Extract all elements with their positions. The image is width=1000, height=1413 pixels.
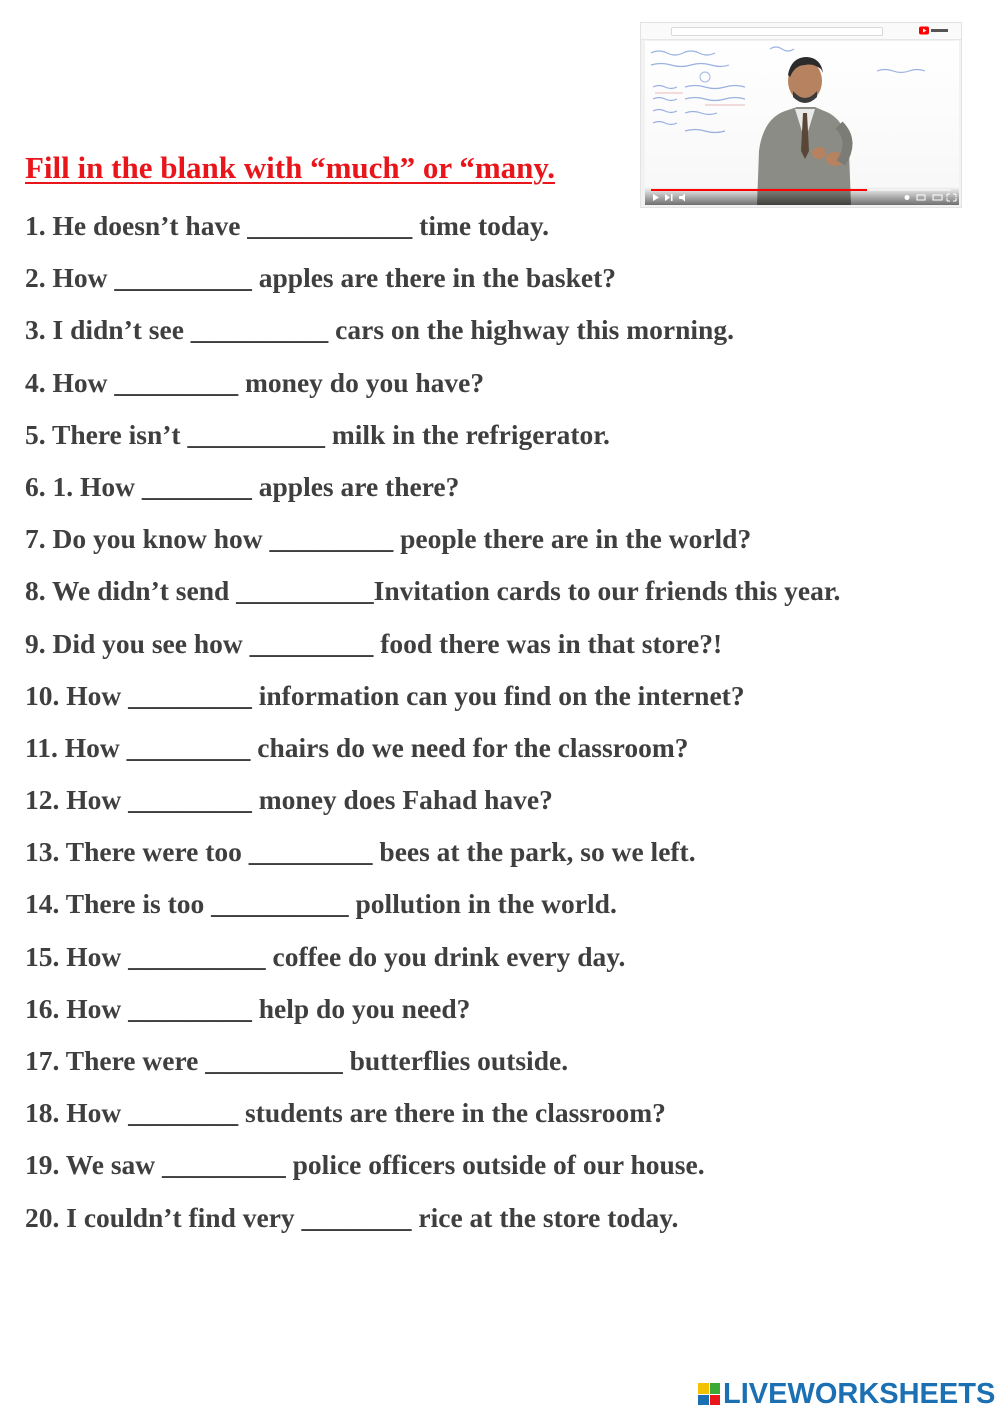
question-item: 10. How _________ information can you find on the internet? bbox=[25, 679, 745, 711]
video-control-icons bbox=[645, 187, 959, 205]
question-item: 15. How __________ coffee do you drink every day. bbox=[25, 940, 626, 972]
question-item: 17. There were __________ butterflies outside. bbox=[25, 1045, 569, 1076]
question-item: 12. How _________ money does Fahad have? bbox=[25, 784, 553, 816]
question-item: 9. Did you see how _________ food there was in that store?! bbox=[25, 627, 723, 659]
liveworksheets-mark-icon bbox=[698, 1383, 720, 1405]
question-list bbox=[25, 207, 840, 1251]
video-browser-bar bbox=[641, 23, 961, 40]
question-item: 2. How __________ apples are there in the basket? bbox=[25, 262, 616, 294]
question-item: 8. We didn’t send __________Invitation cards to our friends this year. bbox=[25, 575, 841, 607]
youtube-logo-icon bbox=[919, 26, 949, 35]
question-item: 20. I couldn’t find very ________ rice at the store today. bbox=[25, 1201, 679, 1233]
miniplayer-icon bbox=[917, 195, 925, 200]
question-item: 18. How ________ students are there in the classroom? bbox=[25, 1097, 666, 1129]
question-item: 4. How _________ money do you have? bbox=[25, 366, 485, 398]
video-frame bbox=[645, 41, 959, 205]
question-item: 3. I didn’t see __________ cars on the highway this morning. bbox=[25, 314, 734, 346]
question-item: 11. How _________ chairs do we need for the classroom? bbox=[25, 731, 689, 763]
liveworksheets-logo bbox=[698, 1378, 995, 1410]
question-item: 14. There is too __________ pollution in the world. bbox=[25, 888, 617, 920]
worksheet-title: Fill in the blank with “much” or “many. bbox=[25, 150, 555, 185]
video-controls-bar[interactable] bbox=[645, 187, 959, 205]
question-item: 6. 1. How ________ apples are there? bbox=[25, 470, 460, 502]
brand-name: LIVEWORKSHEETS bbox=[723, 1378, 996, 1410]
question-item: 16. How _________ help do you need? bbox=[25, 992, 471, 1024]
fullscreen-icon bbox=[947, 194, 956, 201]
lecturer-whiteboard-scene-icon bbox=[645, 41, 959, 205]
question-item: 1. He doesn’t have ____________ time today. bbox=[25, 210, 550, 241]
next-icon bbox=[665, 194, 670, 201]
video-thumbnail[interactable] bbox=[640, 22, 962, 208]
settings-icon bbox=[905, 195, 910, 200]
question-item: 5. There isn’t __________ milk in the refrigerator. bbox=[25, 418, 610, 450]
play-icon bbox=[653, 194, 659, 201]
theater-icon bbox=[933, 195, 942, 200]
question-item: 19. We saw _________ police officers outside of our house. bbox=[25, 1149, 705, 1181]
question-item: 13. There were too _________ bees at the park, so we left. bbox=[25, 836, 696, 868]
question-item: 7. Do you know how _________ people there are in the world? bbox=[25, 523, 752, 555]
volume-icon bbox=[679, 194, 685, 202]
video-address-bar bbox=[671, 27, 883, 36]
